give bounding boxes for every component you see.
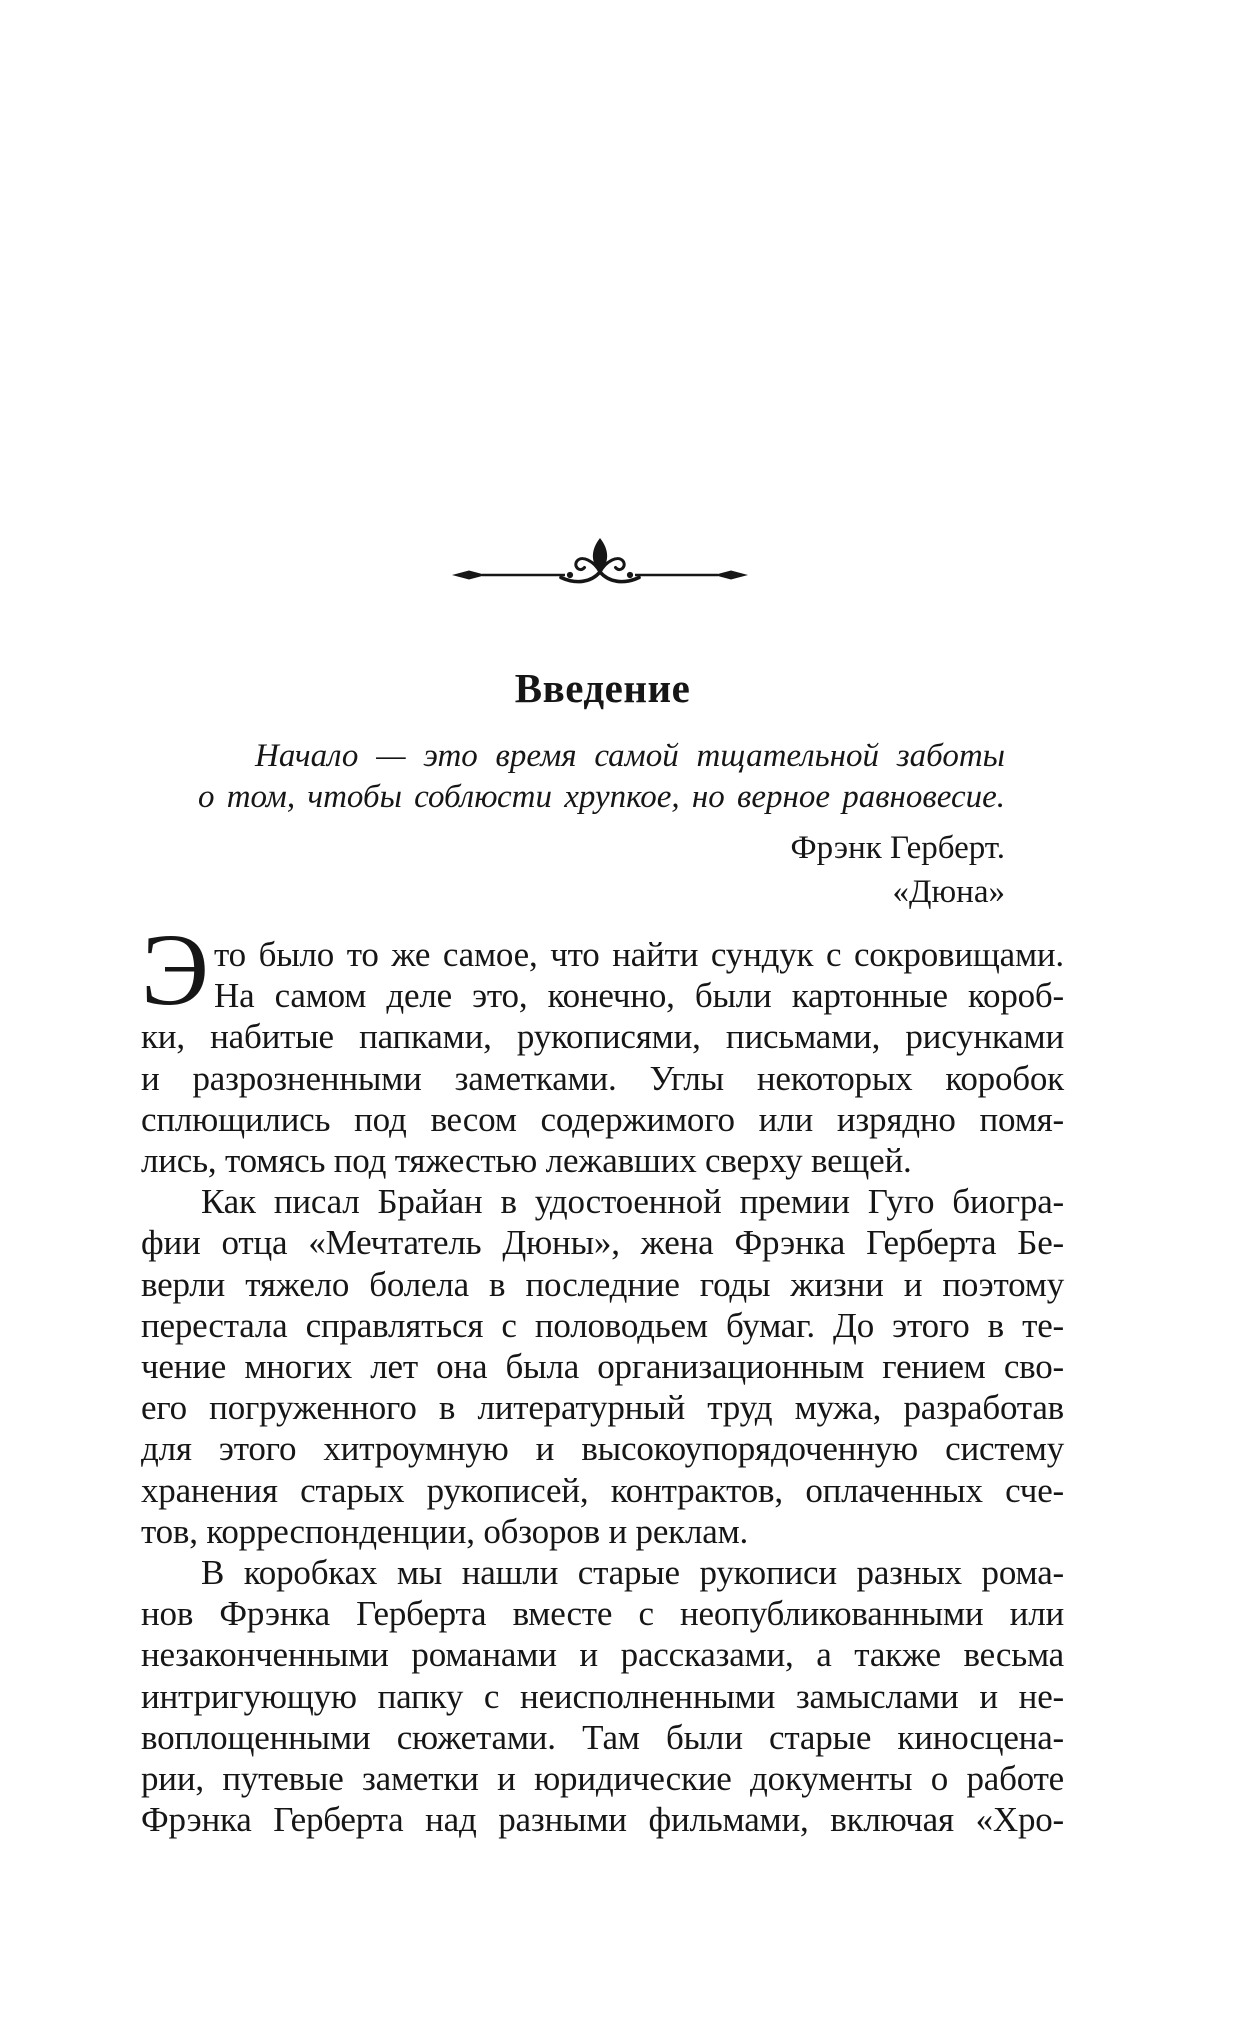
text-line: воплощенными сюжетами. Там были старые киносцена- [141,1717,1064,1757]
text-line: Как писал Брайан в удостоенной премии Гуго биогра- [201,1182,1064,1222]
text-line: верли тяжело болела в последние годы жизни и поэтому [141,1264,1064,1304]
flourish-divider-icon [450,536,750,594]
text-line: нов Фрэнка Герберта вместе с неопубликованными или [141,1594,1064,1634]
text-line: для этого хитроумную и высокоупорядоченную систему [141,1429,1064,1469]
paragraph [141,913,1064,1181]
text-line: и разрозненными заметками. Углы некоторых коробок [141,1058,1064,1098]
page-title: Введение [514,665,691,711]
text-line: сплющились под весом содержимого или изрядно помя- [141,1099,1064,1139]
paragraph [141,1181,1064,1552]
text-line: лись, томясь под тяжестью лежавших сверху вещей. [141,1141,912,1181]
text-line: его погруженного в литературный труд мужа, разработав [141,1388,1064,1428]
attribution-line: Фрэнк Герберт. [790,830,1005,866]
text-line: рии, путевые заметки и юридические документы о работе [141,1759,1064,1799]
text-line: перестала справляться с половодьем бумаг. До этого в те- [141,1305,1064,1345]
body-text [141,913,1064,1840]
text-line: фии отца «Мечтатель Дюны», жена Фрэнка Герберта Бе- [141,1223,1064,1263]
text-line: интригующую папку с неисполненными замыслами и не- [141,1676,1064,1716]
paragraph [141,1552,1064,1840]
text-line: В коробках мы нашли старые рукописи разных рома- [201,1553,1064,1593]
text-line: ки, набитые папками, рукописями, письмами, рисунками [141,1017,1064,1057]
attribution-line: «Дюна» [892,874,1005,910]
text-line: чение многих лет она была организационным гением сво- [141,1347,1064,1387]
epigraph [198,736,1005,818]
text-line: хранения старых рукописей, контрактов, оплаченных сче- [141,1470,1064,1510]
text-line: Фрэнка Герберта над разными фильмами, включая «Хро- [141,1800,1064,1840]
epigraph-attribution [198,826,1005,914]
text-line: тов, корреспонденции, обзоров и реклам. [141,1511,749,1551]
text-line: то было то же самое, что найти сундук с сокровищами. [214,935,1064,974]
epigraph-line: Начало — это время самой тщательной заботы [255,738,1005,774]
text-line: незаконченными романами и рассказами, а также весьма [141,1635,1064,1675]
drop-cap: Э [141,913,209,1027]
epigraph-line: о том, чтобы соблюсти хрупкое, но верное равновесие. [198,779,1005,815]
text-line: На самом деле это, конечно, были картонные короб- [214,976,1064,1016]
